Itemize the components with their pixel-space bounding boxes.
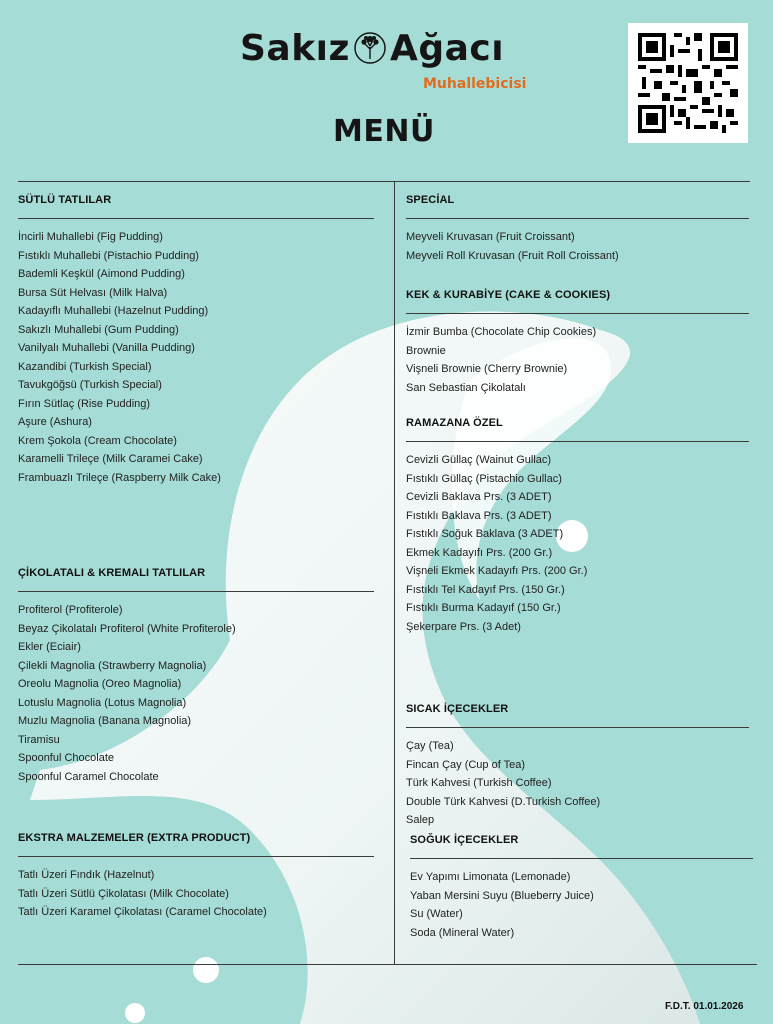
menu-item-list	[18, 228, 374, 487]
menu-item: Fıstıklı Soğuk Baklava (3 ADET)	[406, 528, 564, 540]
menu-item: Spoonful Chocolate	[18, 752, 115, 764]
section-title: KEK & KURABİYE (CAKE & COOKIES)	[406, 289, 611, 301]
menu-item: Muzlu Magnolia (Banana Magnolia)	[18, 715, 192, 727]
footer-date: F.D.T. 01.01.2026	[665, 1001, 744, 1012]
menu-item: Fıstıklı Burma Kadayıf (150 Gr.)	[406, 602, 561, 614]
section-title: SPECİAL	[406, 194, 455, 206]
menu-item: Tavukgöğsü (Turkish Special)	[18, 379, 162, 391]
menu-item: Beyaz Çikolatalı Profiterol (White Profiterole)	[18, 622, 236, 635]
menu-item: Meyveli Kruvasan (Fruit Croissant)	[406, 231, 575, 243]
menu-title: MENÜ	[333, 114, 435, 149]
bottom-divider	[18, 964, 757, 965]
menu-item: Salep	[406, 814, 435, 826]
menu-item: Sakızlı Muhallebi (Gum Pudding)	[18, 323, 179, 336]
menu-item: Ekmek Kadayıfı Prs. (200 Gr.)	[406, 546, 553, 559]
qr-code-pattern	[638, 33, 738, 133]
section-divider	[406, 727, 749, 728]
section-title: RAMAZANA ÖZEL	[406, 417, 503, 429]
menu-item-list	[18, 601, 374, 786]
section-ramazana-ozel	[406, 416, 749, 636]
menu-item: Tiramisu	[18, 733, 60, 746]
menu-item: Çilekli Magnolia (Strawberry Magnolia)	[18, 659, 207, 672]
section-kek-kurabiye	[406, 288, 749, 397]
section-sicak-icecekler	[406, 702, 749, 830]
menu-item: Brownie	[406, 344, 446, 357]
menu-item: Oreolu Magnolia (Oreo Magnolia)	[18, 678, 182, 690]
menu-item: Ekler (Eciair)	[18, 641, 81, 653]
menu-item-list	[406, 451, 749, 636]
menu-item: Cevizli Güllaç (Wainut Gullac)	[406, 454, 552, 466]
menu-item: Meyveli Roll Kruvasan (Fruit Roll Croissant)	[406, 249, 619, 262]
menu-item: Kadayıflı Muhallebi (Hazelnut Pudding)	[18, 305, 209, 317]
brand-name	[240, 28, 504, 69]
section-title: SOĞUK İÇECEKLER	[410, 834, 519, 846]
menu-item: Fıstıklı Güllaç (Pistachio Gullac)	[406, 472, 562, 485]
menu-item: Karamelli Trileçe (Milk Caramei Cake)	[18, 453, 203, 465]
section-divider	[406, 218, 749, 219]
menu-item: Aşure (Ashura)	[18, 416, 92, 428]
section-ekstra-malzemeler	[18, 831, 374, 922]
menu-item: Bursa Süt Helvası (Milk Halva)	[18, 286, 168, 299]
menu-item: Vişneli Brownie (Cherry Brownie)	[406, 363, 568, 375]
menu-item-list	[406, 228, 749, 265]
menu-item-list	[406, 323, 749, 397]
section-sutlu-tatlilar	[18, 193, 374, 487]
menu-item: Fıstıklı Tel Kadayıf Prs. (150 Gr.)	[406, 583, 565, 596]
menu-item: Vanilyalı Muhallebi (Vanilla Pudding)	[18, 342, 195, 354]
section-divider	[18, 218, 374, 219]
section-divider	[406, 441, 749, 442]
menu-item: Fincan Çay (Cup of Tea)	[406, 758, 526, 771]
menu-item: Double Türk Kahvesi (D.Turkish Coffee)	[406, 795, 601, 808]
menu-item: Soda (Mineral Water)	[410, 926, 515, 939]
menu-item: Türk Kahvesi (Turkish Coffee)	[406, 777, 552, 789]
center-divider	[394, 181, 395, 964]
menu-item: Tatlı Üzeri Karamel Çikolatası (Caramel Chocolate)	[18, 906, 267, 918]
section-divider	[406, 313, 749, 314]
menu-item: San Sebastian Çikolatalı	[406, 381, 526, 394]
section-divider	[18, 591, 374, 592]
menu-item: İncirli Muhallebi (Fig Pudding)	[18, 231, 163, 243]
tree-icon	[353, 31, 387, 65]
menu-item: Fırın Sütlaç (Rise Pudding)	[18, 397, 151, 410]
brand-name-part2: Ağacı	[389, 28, 505, 69]
menu-item: Krem Şokola (Cream Chocolate)	[18, 434, 177, 447]
menu-item: Ev Yapımı Limonata (Lemonade)	[410, 871, 571, 883]
menu-item: Tatlı Üzeri Sütlü Çikolatası (Milk Chocolate)	[18, 887, 229, 900]
qr-code-icon[interactable]	[628, 23, 748, 143]
menu-item: İzmir Bumba (Chocolate Chip Cookies)	[406, 326, 597, 338]
menu-item: Lotuslu Magnolia (Lotus Magnolia)	[18, 696, 187, 709]
menu-item: Su (Water)	[410, 908, 463, 920]
menu-item: Çay (Tea)	[406, 740, 454, 752]
brand-subtitle: Muhallebicisi	[423, 76, 527, 92]
brand-name-part1: Sakız	[240, 28, 350, 69]
menu-item: Frambuazlı Trileçe (Raspberry Milk Cake)	[18, 471, 221, 484]
menu-item: Şekerpare Prs. (3 Adet)	[406, 620, 521, 633]
menu-item-list	[18, 866, 374, 922]
menu-item: Kazandibi (Turkish Special)	[18, 360, 152, 373]
menu-item: Fıstıklı Baklava Prs. (3 ADET)	[406, 509, 552, 522]
menu-item: Profiterol (Profiterole)	[18, 604, 123, 616]
section-divider	[18, 856, 374, 857]
top-divider	[18, 181, 750, 182]
menu-item: Spoonful Caramel Chocolate	[18, 770, 159, 783]
section-divider	[410, 858, 753, 859]
section-title: ÇİKOLATALI & KREMALI TATLILAR	[18, 567, 206, 579]
menu-item: Cevizli Baklava Prs. (3 ADET)	[406, 491, 552, 503]
section-cikolatali-kremali	[18, 566, 374, 786]
section-title: SICAK İÇECEKLER	[406, 703, 509, 715]
menu-item: Vişneli Ekmek Kadayıfı Prs. (200 Gr.)	[406, 565, 588, 577]
menu-item-list	[410, 868, 753, 942]
menu-item: Fıstıklı Muhallebi (Pistachio Pudding)	[18, 249, 199, 262]
menu-item: Bademli Keşkül (Aimond Pudding)	[18, 268, 185, 280]
section-title: SÜTLÜ TATLILAR	[18, 194, 112, 206]
section-soguk-icecekler	[410, 833, 753, 942]
section-special	[406, 193, 749, 265]
brand-logo	[240, 28, 540, 98]
menu-item: Tatlı Üzeri Fındık (Hazelnut)	[18, 869, 155, 881]
menu-item: Yaban Mersini Suyu (Blueberry Juice)	[410, 889, 594, 902]
section-title: EKSTRA MALZEMELER (EXTRA PRODUCT)	[18, 832, 251, 844]
menu-item-list	[406, 737, 749, 830]
